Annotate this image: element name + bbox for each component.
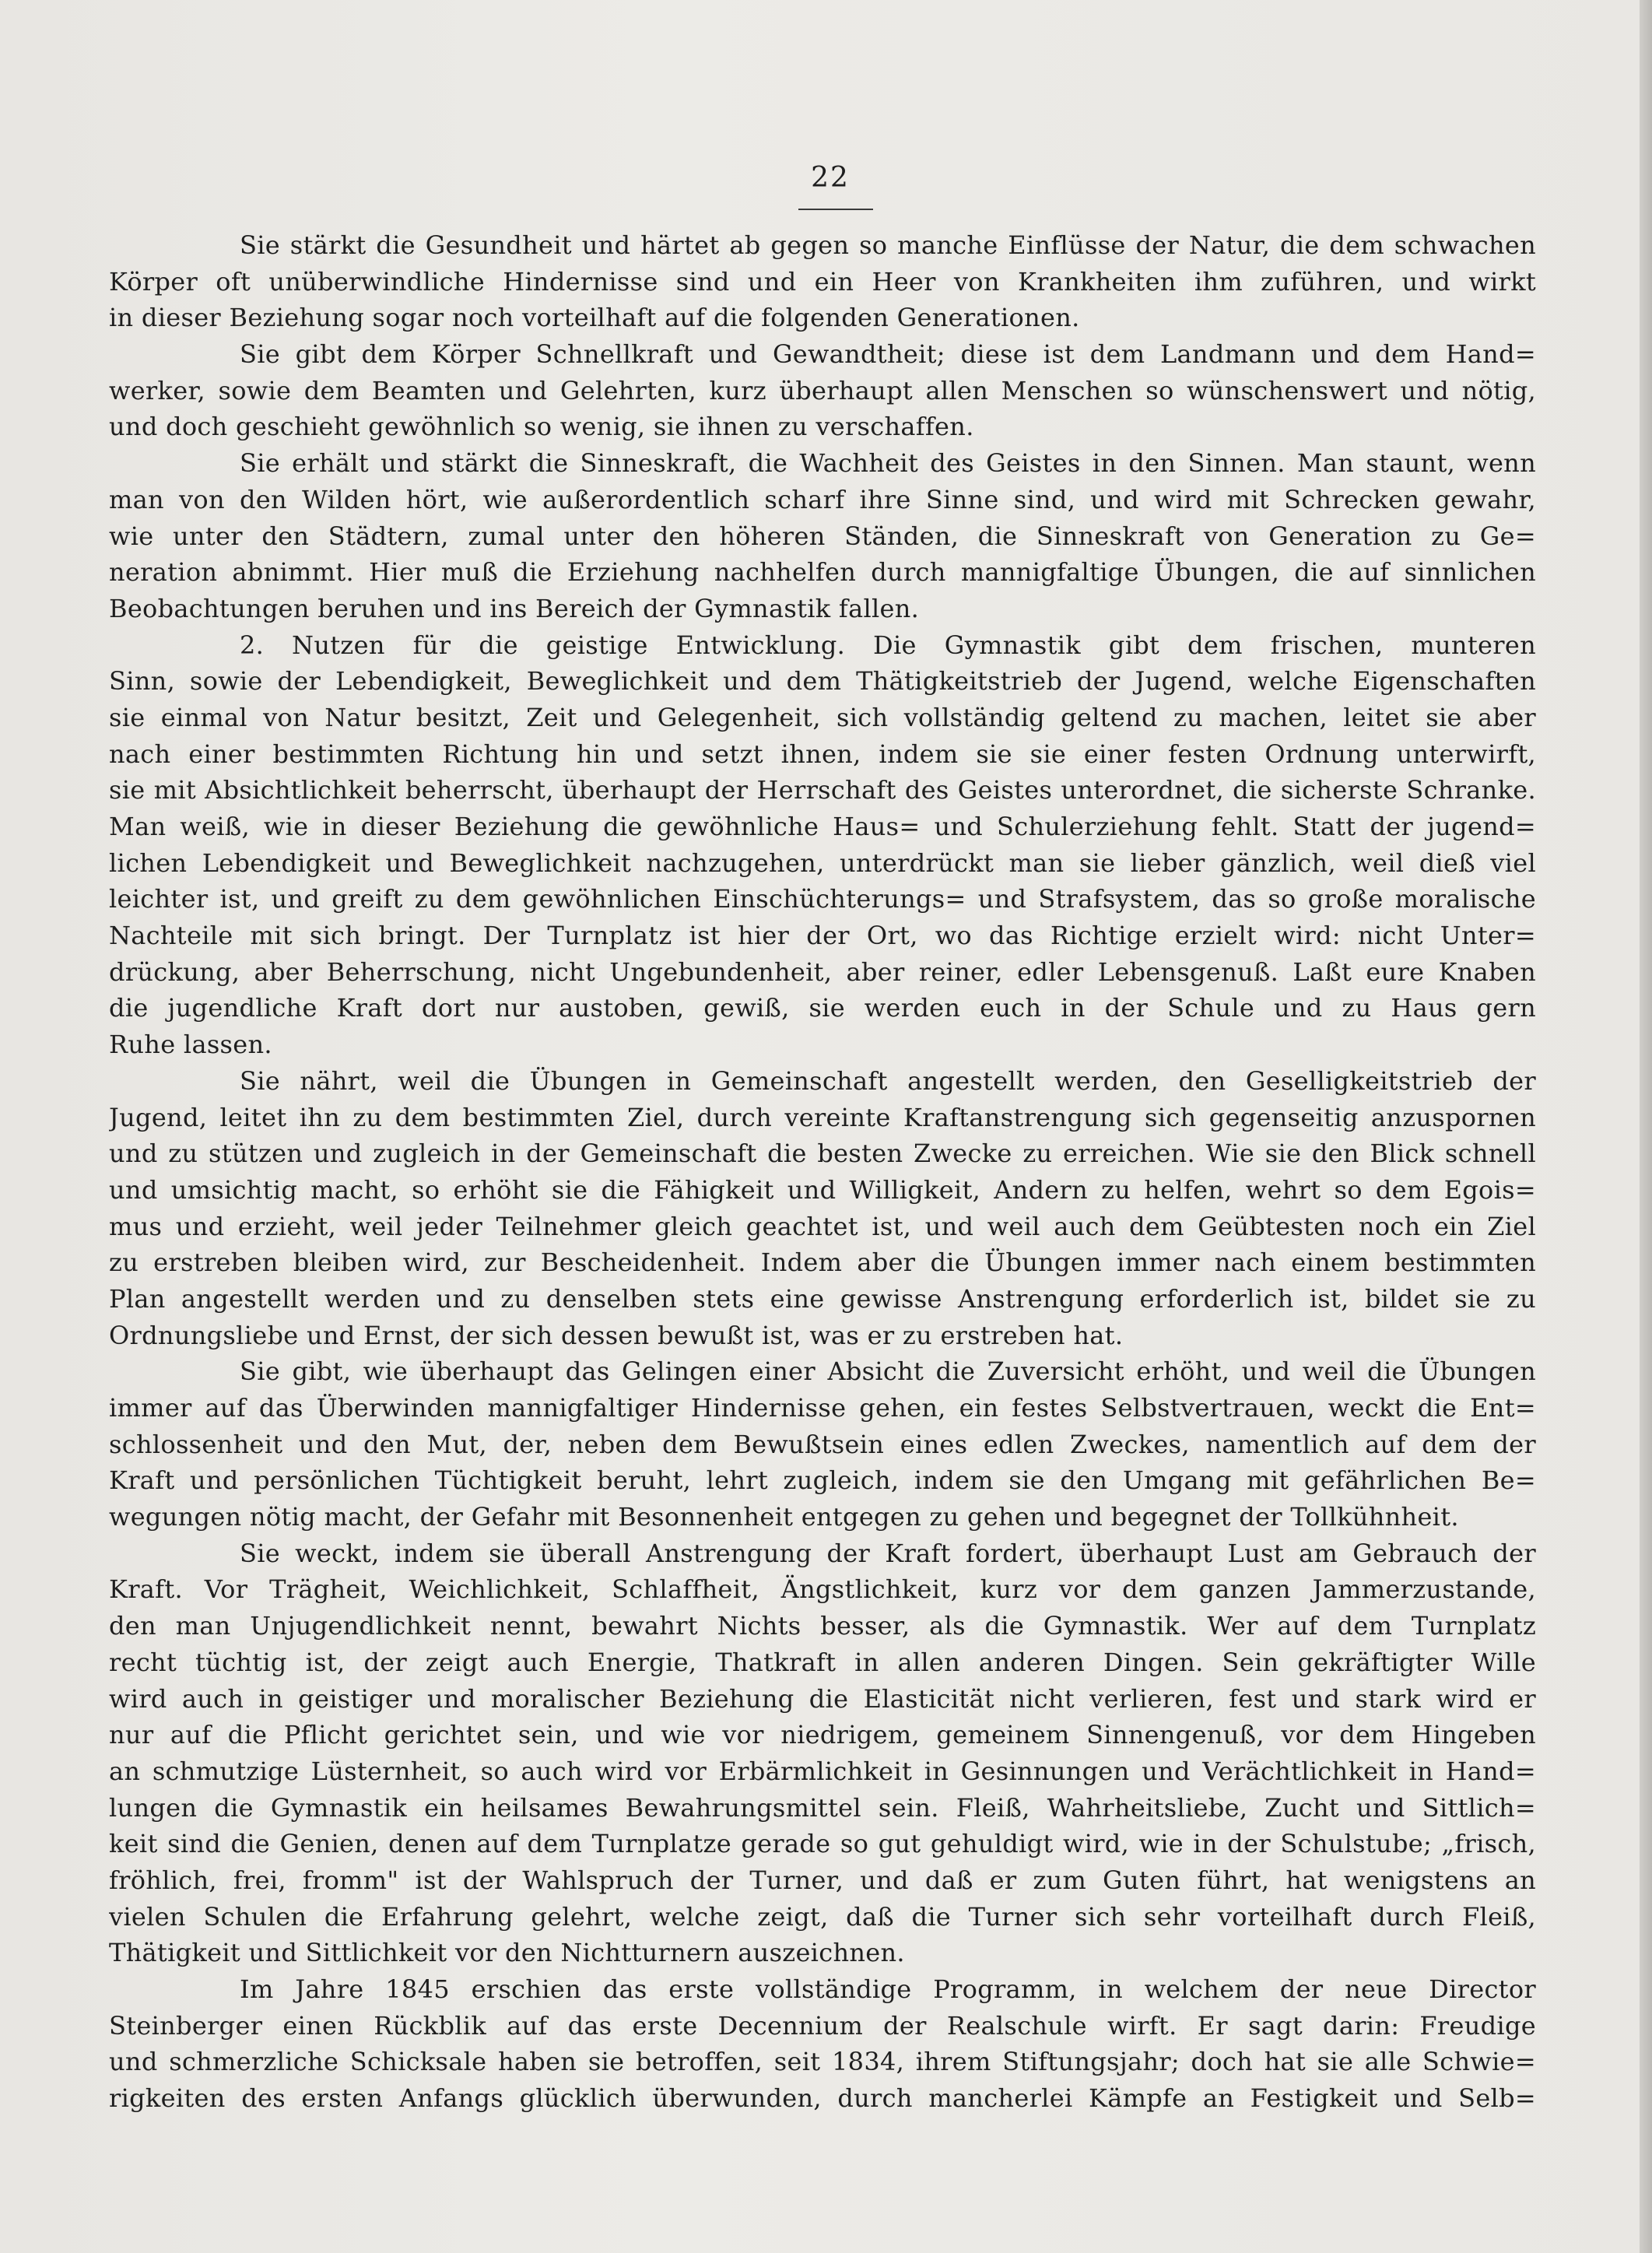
text-line: zu erstreben bleiben wird, zur Bescheidenheit. Indem aber die Übungen immer nach einem bestimmten bbox=[109, 1248, 1536, 1278]
text-line: Sie stärkt die Gesundheit und härtet ab gegen so manche Einflüsse der Natur, die dem schwachen bbox=[240, 230, 1536, 260]
text-line: lungen die Gymnastik ein heilsames Bewahrungsmittel sein. Fleiß, Wahrheitsliebe, Zucht und Sittlich= bbox=[109, 1792, 1536, 1823]
text-line: Kraft und persönlichen Tüchtigkeit beruht, lehrt zugleich, indem sie den Umgang mit gefährlichen Be= bbox=[109, 1465, 1536, 1496]
text-line: Thätigkeit und Sittlichkeit vor den Nichtturnern auszeichnen. bbox=[109, 1938, 905, 1968]
text-line: Steinberger einen Rückblik auf das erste Decennium der Realschule wirft. Er sagt darin: Freudige bbox=[109, 2010, 1536, 2041]
text-line: und umsichtig macht, so erhöht sie die Fähigkeit und Willigkeit, Andern zu helfen, wehrt so dem Egois= bbox=[109, 1174, 1536, 1205]
page-number-rule bbox=[798, 209, 873, 210]
text-line: drückung, aber Beherrschung, nicht Ungebundenheit, aber reiner, edler Lebensgenuß. Laßt eure Knaben bbox=[109, 956, 1536, 987]
text-line: den man Unjugendlichkeit nennt, bewahrt Nichts besser, als die Gymnastik. Wer auf dem Turnplatz bbox=[109, 1611, 1536, 1641]
text-line: Man weiß, wie in dieser Beziehung die gewöhnliche Haus= und Schulerziehung fehlt. Statt der jugend= bbox=[109, 812, 1536, 841]
text-line: Ruhe lassen. bbox=[109, 1030, 272, 1060]
page-number: 22 bbox=[811, 162, 850, 194]
body-text bbox=[109, 227, 1536, 2117]
text-line: Beobachtungen beruhen und ins Bereich der Gymnastik fallen. bbox=[109, 593, 920, 623]
text-line: immer auf das Überwinden mannigfaltiger Hindernisse gehen, ein festes Selbstvertrauen, weckt die Ent= bbox=[109, 1393, 1536, 1423]
text-line: nach einer bestimmten Richtung hin und setzt ihnen, indem sie sie einer festen Ordnung unterwirft, bbox=[109, 739, 1536, 769]
text-line: nur auf die Pflicht gerichtet sein, und wie vor niedrigem, gemeinem Sinnengenuß, vor dem Hingeben bbox=[109, 1720, 1536, 1750]
text-line: und zu stützen und zugleich in der Gemeinschaft die besten Zwecke zu erreichen. Wie sie den Blick schnell bbox=[109, 1139, 1536, 1169]
text-line: Im Jahre 1845 erschien das erste vollständige Programm, in welchem der neue Director bbox=[240, 1974, 1536, 2004]
text-line: neration abnimmt. Hier muß die Erziehung nachhelfen durch mannigfaltige Übungen, die auf sinnlichen bbox=[109, 557, 1536, 588]
text-line: und schmerzliche Schicksale haben sie betroffen, seit 1834, ihrem Stiftungsjahr; doch hat sie alle Schwie= bbox=[109, 2047, 1536, 2077]
text-line: rigkeiten des ersten Anfangs glücklich überwunden, durch mancherlei Kämpfe an Festigkeit und Selb= bbox=[109, 2083, 1536, 2114]
text-line: Kraft. Vor Trägheit, Weichlichkeit, Schlaffheit, Ängstlichkeit, kurz vor dem ganzen Jammerzustande, bbox=[109, 1574, 1536, 1605]
text-line: sie einmal von Natur besitzt, Zeit und Gelegenheit, sich vollständig geltend zu machen, leitet sie aber bbox=[109, 702, 1536, 732]
page-edge-shadow bbox=[1640, 0, 1652, 2253]
text-line: werker, sowie dem Beamten und Gelehrten, kurz überhaupt allen Menschen so wünschenswert und nötig, bbox=[109, 375, 1536, 405]
text-line: Ordnungsliebe und Ernst, der sich dessen bewußt ist, was er zu erstreben hat. bbox=[109, 1320, 1124, 1350]
text-line: Sie erhält und stärkt die Sinneskraft, die Wachheit des Geistes in den Sinnen. Man staunt, wenn bbox=[240, 448, 1536, 479]
text-line: Sie gibt, wie überhaupt das Gelingen einer Absicht die Zuversicht erhöht, und weil die Übungen bbox=[240, 1356, 1536, 1387]
text-line: wie unter den Städtern, zumal unter den höheren Ständen, die Sinneskraft von Generation zu Ge= bbox=[109, 521, 1536, 551]
text-line: lichen Lebendigkeit und Beweglichkeit nachzugehen, unterdrückt man sie lieber gänzlich, weil dieß viel bbox=[109, 848, 1536, 878]
text-line: die jugendliche Kraft dort nur austoben, gewiß, sie werden euch in der Schule und zu Haus gern bbox=[109, 993, 1536, 1023]
text-line: wegungen nötig macht, der Gefahr mit Besonnenheit entgegen zu gehen und begegnet der Tollkühnheit. bbox=[109, 1502, 1459, 1532]
text-line: wird auch in geistiger und moralischer Beziehung die Elasticität nicht verlieren, fest und stark wird er bbox=[109, 1683, 1536, 1714]
text-line: fröhlich, frei, fromm" ist der Wahlspruch der Turner, und daß er zum Guten führt, hat wenigstens an bbox=[109, 1865, 1536, 1895]
text-line: vielen Schulen die Erfahrung gelehrt, welche zeigt, daß die Turner sich sehr vorteilhaft durch Fleiß, bbox=[109, 1901, 1536, 1932]
text-line: Körper oft unüberwindliche Hindernisse sind und ein Heer von Krankheiten ihm zuführen, und wirkt bbox=[109, 266, 1536, 297]
text-line: keit sind die Genien, denen auf dem Turnplatze gerade so gut gehuldigt wird, wie in der Schulstube; „frisch, bbox=[109, 1829, 1536, 1859]
text-line: Jugend, leitet ihn zu dem bestimmten Ziel, durch vereinte Kraftanstrengung sich gegenseitig anzuspornen bbox=[109, 1102, 1536, 1132]
text-line: sie mit Absichtlichkeit beherrscht, überhaupt der Herrschaft des Geistes unterordnet, die sicherste Schranke. bbox=[109, 775, 1536, 805]
text-line: in dieser Beziehung sogar noch vorteilhaft auf die folgenden Generationen. bbox=[109, 303, 1080, 333]
text-line: Nachteile mit sich bringt. Der Turnplatz ist hier der Ort, wo das Richtige erzielt wird: nicht Unter= bbox=[109, 921, 1536, 951]
text-line: recht tüchtig ist, der zeigt auch Energie, Thatkraft in allen anderen Dingen. Sein gekräftigter Wille bbox=[109, 1647, 1536, 1677]
text-line: mus und erzieht, weil jeder Teilnehmer gleich geachtet ist, und weil auch dem Geübtesten noch ein Ziel bbox=[109, 1211, 1536, 1241]
text-line: leichter ist, und greift zu dem gewöhnlichen Einschüchterungs= und Strafsystem, das so große moralische bbox=[109, 884, 1536, 914]
text-line: Plan angestellt werden und zu denselben stets eine gewisse Anstrengung erforderlich ist, bildet sie zu bbox=[109, 1283, 1536, 1314]
text-line: Sie weckt, indem sie überall Anstrengung der Kraft fordert, überhaupt Lust am Gebrauch der bbox=[240, 1538, 1536, 1568]
text-line: und doch geschieht gewöhnlich so wenig, sie ihnen zu verschaffen. bbox=[109, 412, 974, 442]
text-line: 2. Nutzen für die geistige Entwicklung. Die Gymnastik gibt dem frischen, munteren bbox=[240, 630, 1536, 660]
text-line: Sinn, sowie der Lebendigkeit, Beweglichkeit und dem Thätigkeitstrieb der Jugend, welche Eigenschaften bbox=[109, 666, 1536, 697]
text-line: schlossenheit und den Mut, der, neben dem Bewußtsein eines edlen Zweckes, namentlich auf dem der bbox=[109, 1429, 1536, 1459]
text-line: an schmutzige Lüsternheit, so auch wird vor Erbärmlichkeit in Gesinnungen und Verächtlichkeit in Hand= bbox=[109, 1756, 1536, 1786]
text-line: Sie nährt, weil die Übungen in Gemeinschaft angestellt werden, den Geselligkeitstrieb der bbox=[240, 1065, 1536, 1096]
text-line: man von den Wilden hört, wie außerordentlich scharf ihre Sinne sind, und wird mit Schrecken gewahr, bbox=[109, 484, 1536, 514]
text-line: Sie gibt dem Körper Schnellkraft und Gewandtheit; diese ist dem Landmann und dem Hand= bbox=[240, 339, 1536, 370]
